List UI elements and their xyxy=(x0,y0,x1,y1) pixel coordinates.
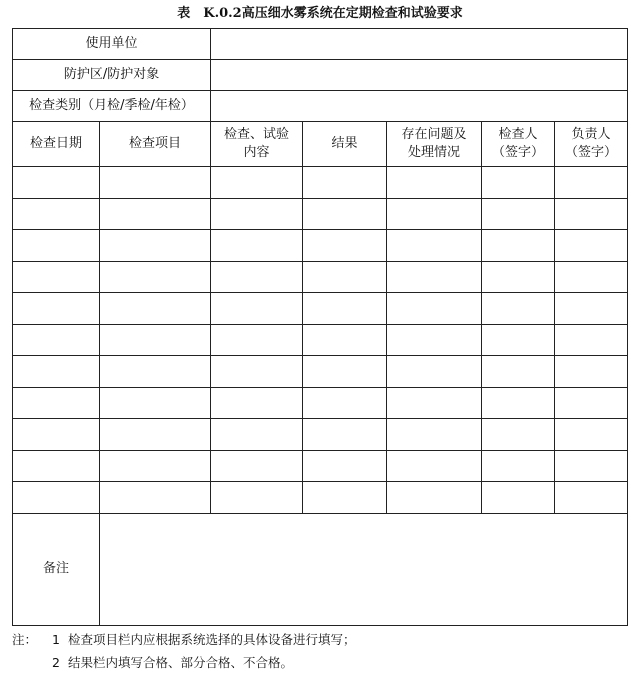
remark-value[interactable] xyxy=(100,513,628,625)
table-row xyxy=(13,324,628,356)
cell-result[interactable] xyxy=(303,293,387,325)
info-row-unit xyxy=(13,29,628,60)
cell-content[interactable] xyxy=(211,230,303,262)
cell-item[interactable] xyxy=(100,230,211,262)
cell-content[interactable] xyxy=(211,450,303,482)
cell-supervisor[interactable] xyxy=(555,324,628,356)
cell-inspector[interactable] xyxy=(482,198,555,230)
note-item-1 xyxy=(12,628,627,651)
info-row-category xyxy=(13,91,628,122)
cell-issues[interactable] xyxy=(387,167,482,199)
cell-result[interactable] xyxy=(303,450,387,482)
cell-date[interactable] xyxy=(13,356,100,388)
cell-supervisor[interactable] xyxy=(555,450,628,482)
cell-result[interactable] xyxy=(303,261,387,293)
note-prefix: 注： xyxy=(12,632,38,647)
header-item: 检查项目 xyxy=(100,122,211,167)
cell-item[interactable] xyxy=(100,387,211,419)
cell-item[interactable] xyxy=(100,324,211,356)
cell-item[interactable] xyxy=(100,356,211,388)
cell-inspector[interactable] xyxy=(482,387,555,419)
cell-supervisor[interactable] xyxy=(555,419,628,451)
cell-date[interactable] xyxy=(13,230,100,262)
table-title: 表 K.0.2高压细水雾系统在定期检查和试验要求 xyxy=(177,6,463,21)
table-row xyxy=(13,167,628,199)
cell-result[interactable] xyxy=(303,198,387,230)
cell-content[interactable] xyxy=(211,167,303,199)
header-date: 检查日期 xyxy=(13,122,100,167)
cell-date[interactable] xyxy=(13,419,100,451)
cell-item[interactable] xyxy=(100,261,211,293)
inspection-form-table xyxy=(12,28,628,626)
remark-row xyxy=(13,513,628,625)
cell-date[interactable] xyxy=(13,167,100,199)
cell-item[interactable] xyxy=(100,293,211,325)
cell-issues[interactable] xyxy=(387,419,482,451)
cell-inspector[interactable] xyxy=(482,356,555,388)
cell-issues[interactable] xyxy=(387,198,482,230)
table-row xyxy=(13,387,628,419)
cell-supervisor[interactable] xyxy=(555,387,628,419)
cell-item[interactable] xyxy=(100,482,211,514)
table-row xyxy=(13,482,628,514)
cell-content[interactable] xyxy=(211,482,303,514)
note-number: 2 xyxy=(52,655,60,670)
remark-label: 备注 xyxy=(13,513,100,625)
cell-inspector[interactable] xyxy=(482,324,555,356)
info-value-unit[interactable] xyxy=(211,29,628,60)
cell-inspector[interactable] xyxy=(482,167,555,199)
table-row xyxy=(13,293,628,325)
cell-content[interactable] xyxy=(211,324,303,356)
cell-date[interactable] xyxy=(13,387,100,419)
note-number: 1 xyxy=(52,632,60,647)
cell-inspector[interactable] xyxy=(482,293,555,325)
cell-content[interactable] xyxy=(211,261,303,293)
cell-date[interactable] xyxy=(13,324,100,356)
header-content: 检查、试验 内容 xyxy=(211,122,303,167)
cell-supervisor[interactable] xyxy=(555,261,628,293)
header-inspector: 检查人 （签字） xyxy=(482,122,555,167)
cell-content[interactable] xyxy=(211,198,303,230)
info-label-category: 检查类别（月检/季检/年检） xyxy=(13,91,211,122)
cell-inspector[interactable] xyxy=(482,230,555,262)
cell-result[interactable] xyxy=(303,356,387,388)
cell-item[interactable] xyxy=(100,198,211,230)
cell-issues[interactable] xyxy=(387,356,482,388)
cell-result[interactable] xyxy=(303,387,387,419)
notes xyxy=(12,628,627,674)
cell-issues[interactable] xyxy=(387,387,482,419)
table-row xyxy=(13,450,628,482)
cell-issues[interactable] xyxy=(387,230,482,262)
cell-result[interactable] xyxy=(303,482,387,514)
cell-inspector[interactable] xyxy=(482,419,555,451)
cell-result[interactable] xyxy=(303,230,387,262)
cell-supervisor[interactable] xyxy=(555,198,628,230)
info-label-unit: 使用单位 xyxy=(13,29,211,60)
cell-item[interactable] xyxy=(100,419,211,451)
cell-issues[interactable] xyxy=(387,324,482,356)
cell-content[interactable] xyxy=(211,419,303,451)
cell-issues[interactable] xyxy=(387,482,482,514)
cell-date[interactable] xyxy=(13,261,100,293)
cell-supervisor[interactable] xyxy=(555,293,628,325)
cell-supervisor[interactable] xyxy=(555,167,628,199)
table-row xyxy=(13,261,628,293)
note-item-2 xyxy=(12,651,627,674)
cell-supervisor[interactable] xyxy=(555,482,628,514)
cell-result[interactable] xyxy=(303,419,387,451)
info-value-zone[interactable] xyxy=(211,60,628,91)
cell-issues[interactable] xyxy=(387,261,482,293)
info-value-category[interactable] xyxy=(211,91,628,122)
header-supervisor: 负责人 （签字） xyxy=(555,122,628,167)
cell-date[interactable] xyxy=(13,293,100,325)
info-label-zone: 防护区/防护对象 xyxy=(13,60,211,91)
header-issues: 存在问题及 处理情况 xyxy=(387,122,482,167)
cell-item[interactable] xyxy=(100,450,211,482)
cell-inspector[interactable] xyxy=(482,261,555,293)
cell-inspector[interactable] xyxy=(482,482,555,514)
note-text: 结果栏内填写合格、部分合格、不合格。 xyxy=(68,655,294,670)
cell-result[interactable] xyxy=(303,167,387,199)
info-row-zone xyxy=(13,60,628,91)
header-row xyxy=(13,122,628,167)
cell-date[interactable] xyxy=(13,450,100,482)
cell-content[interactable] xyxy=(211,356,303,388)
header-result: 结果 xyxy=(303,122,387,167)
cell-supervisor[interactable] xyxy=(555,230,628,262)
table-row xyxy=(13,419,628,451)
cell-content[interactable] xyxy=(211,293,303,325)
cell-date[interactable] xyxy=(13,482,100,514)
table-row xyxy=(13,356,628,388)
cell-inspector[interactable] xyxy=(482,450,555,482)
note-text: 检查项目栏内应根据系统选择的具体设备进行填写； xyxy=(68,632,356,647)
table-row xyxy=(13,198,628,230)
cell-item[interactable] xyxy=(100,167,211,199)
cell-issues[interactable] xyxy=(387,450,482,482)
cell-result[interactable] xyxy=(303,324,387,356)
cell-date[interactable] xyxy=(13,198,100,230)
cell-content[interactable] xyxy=(211,387,303,419)
cell-supervisor[interactable] xyxy=(555,356,628,388)
cell-issues[interactable] xyxy=(387,293,482,325)
table-row xyxy=(13,230,628,262)
